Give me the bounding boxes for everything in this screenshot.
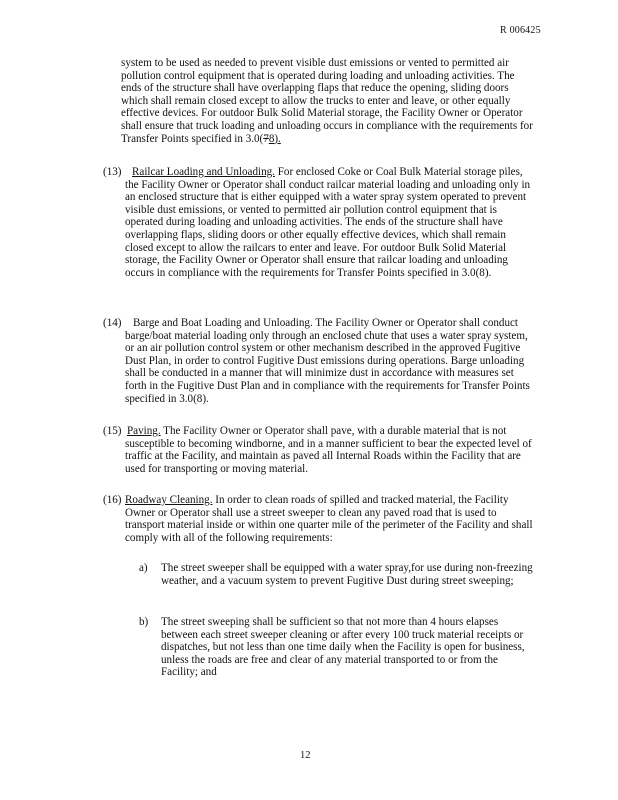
inserted-text: 8). xyxy=(268,132,281,145)
section-heading: Barge and Boat Loading and Unloading. xyxy=(133,317,313,329)
section-number: (16) xyxy=(103,494,122,506)
intro-paragraph xyxy=(121,57,536,145)
section-heading: Roadway Cleaning. xyxy=(125,494,213,506)
section-heading: Railcar Loading and Unloading. xyxy=(132,166,275,178)
struck-text: 7 xyxy=(263,132,269,145)
intro-text: system to be used as needed to prevent visible dust emissions or vented to permitted air pollution control equipment that is operated during loading and unloading activities. The ends of the structure shall have overlapping flaps that reduce the opening, sliding doors which shall remain closed except to allow the trucks to enter and leave, or other equally effective devices. For outdoor Bulk Solid Material storage, the Facility Owner or Operator shall ensure that truck loading and unloading occurs in compliance with the requirements for Transfer Points specified in 3.0( xyxy=(121,57,533,145)
section-16-paragraph xyxy=(125,494,536,544)
section-heading: Paving. xyxy=(127,425,161,437)
section-number: (14) xyxy=(103,317,122,329)
subitem-label: a) xyxy=(139,562,148,574)
section-number: (15) xyxy=(103,425,122,437)
section-14-paragraph xyxy=(125,317,536,405)
section-number: (13) xyxy=(103,166,122,178)
section-body: The Facility Owner or Operator shall conduct barge/boat material loading only through an enclosed chute that uses a water spray system, or an air pollution control system or other mechanism described in the approved Fugitive Dust Plan, in order to control Fugitive Dust emissions during operations. Barge unloading shall be conducted in a manner that will minimize dust in accordance with measures set forth in the Fugitive Dust Plan and in compliance with the requirements for Transfer Points specified in 3.0(8). xyxy=(125,317,530,405)
page-number: 12 xyxy=(300,750,311,761)
section-body: In order to clean roads of spilled and tracked material, the Facility Owner or Operator shall use a street sweeper to clean any paved road that is used to transport material inside or within one quarter mile of the perimeter of the Facility and shall comply with all of the following requirements: xyxy=(125,494,533,544)
section-15-paragraph xyxy=(125,425,536,475)
section-13-paragraph xyxy=(125,166,536,279)
subitem-a-text: The street sweeper shall be equipped with a water spray,for use during non-freezing weather, and a vacuum system to prevent Fugitive Dust during street sweeping; xyxy=(161,562,533,587)
section-body: The Facility Owner or Operator shall pave, with a durable material that is not susceptible to becoming windborne, and in a manner sufficient to bear the expected level of traffic at the Facility, and maintain as paved all Internal Roads within the Facility that are used for transporting or moving material. xyxy=(125,425,532,475)
bates-number: R 006425 xyxy=(500,25,541,36)
subitem-label: b) xyxy=(139,616,149,628)
section-body: For enclosed Coke or Coal Bulk Material storage piles, the Facility Owner or Operator shall conduct railcar material loading and unloading only in an enclosed structure that is either equipped with a water spray system operated to prevent visible dust emissions, or vented to permitted air pollution control equipment that is operated during loading and unloading activities. The ends of the structure shall have overlapping flaps, sliding doors or other equally effective devices, which shall remain closed except to allow the railcars to enter and leave. For outdoor Bulk Solid Material storage, the Facility Owner or Operator shall ensure that railcar loading and unloading occurs in compliance with the requirements for Transfer Points specified in 3.0(8). xyxy=(125,166,531,279)
subitem-b-text: The street sweeping shall be sufficient so that not more than 4 hours elapses between each street sweeper cleaning or after every 100 truck material receipts or dispatches, but not less than one time daily when the Facility is open for business, unless the roads are free and clear of any material transported to or from the Facility; and xyxy=(161,616,525,679)
